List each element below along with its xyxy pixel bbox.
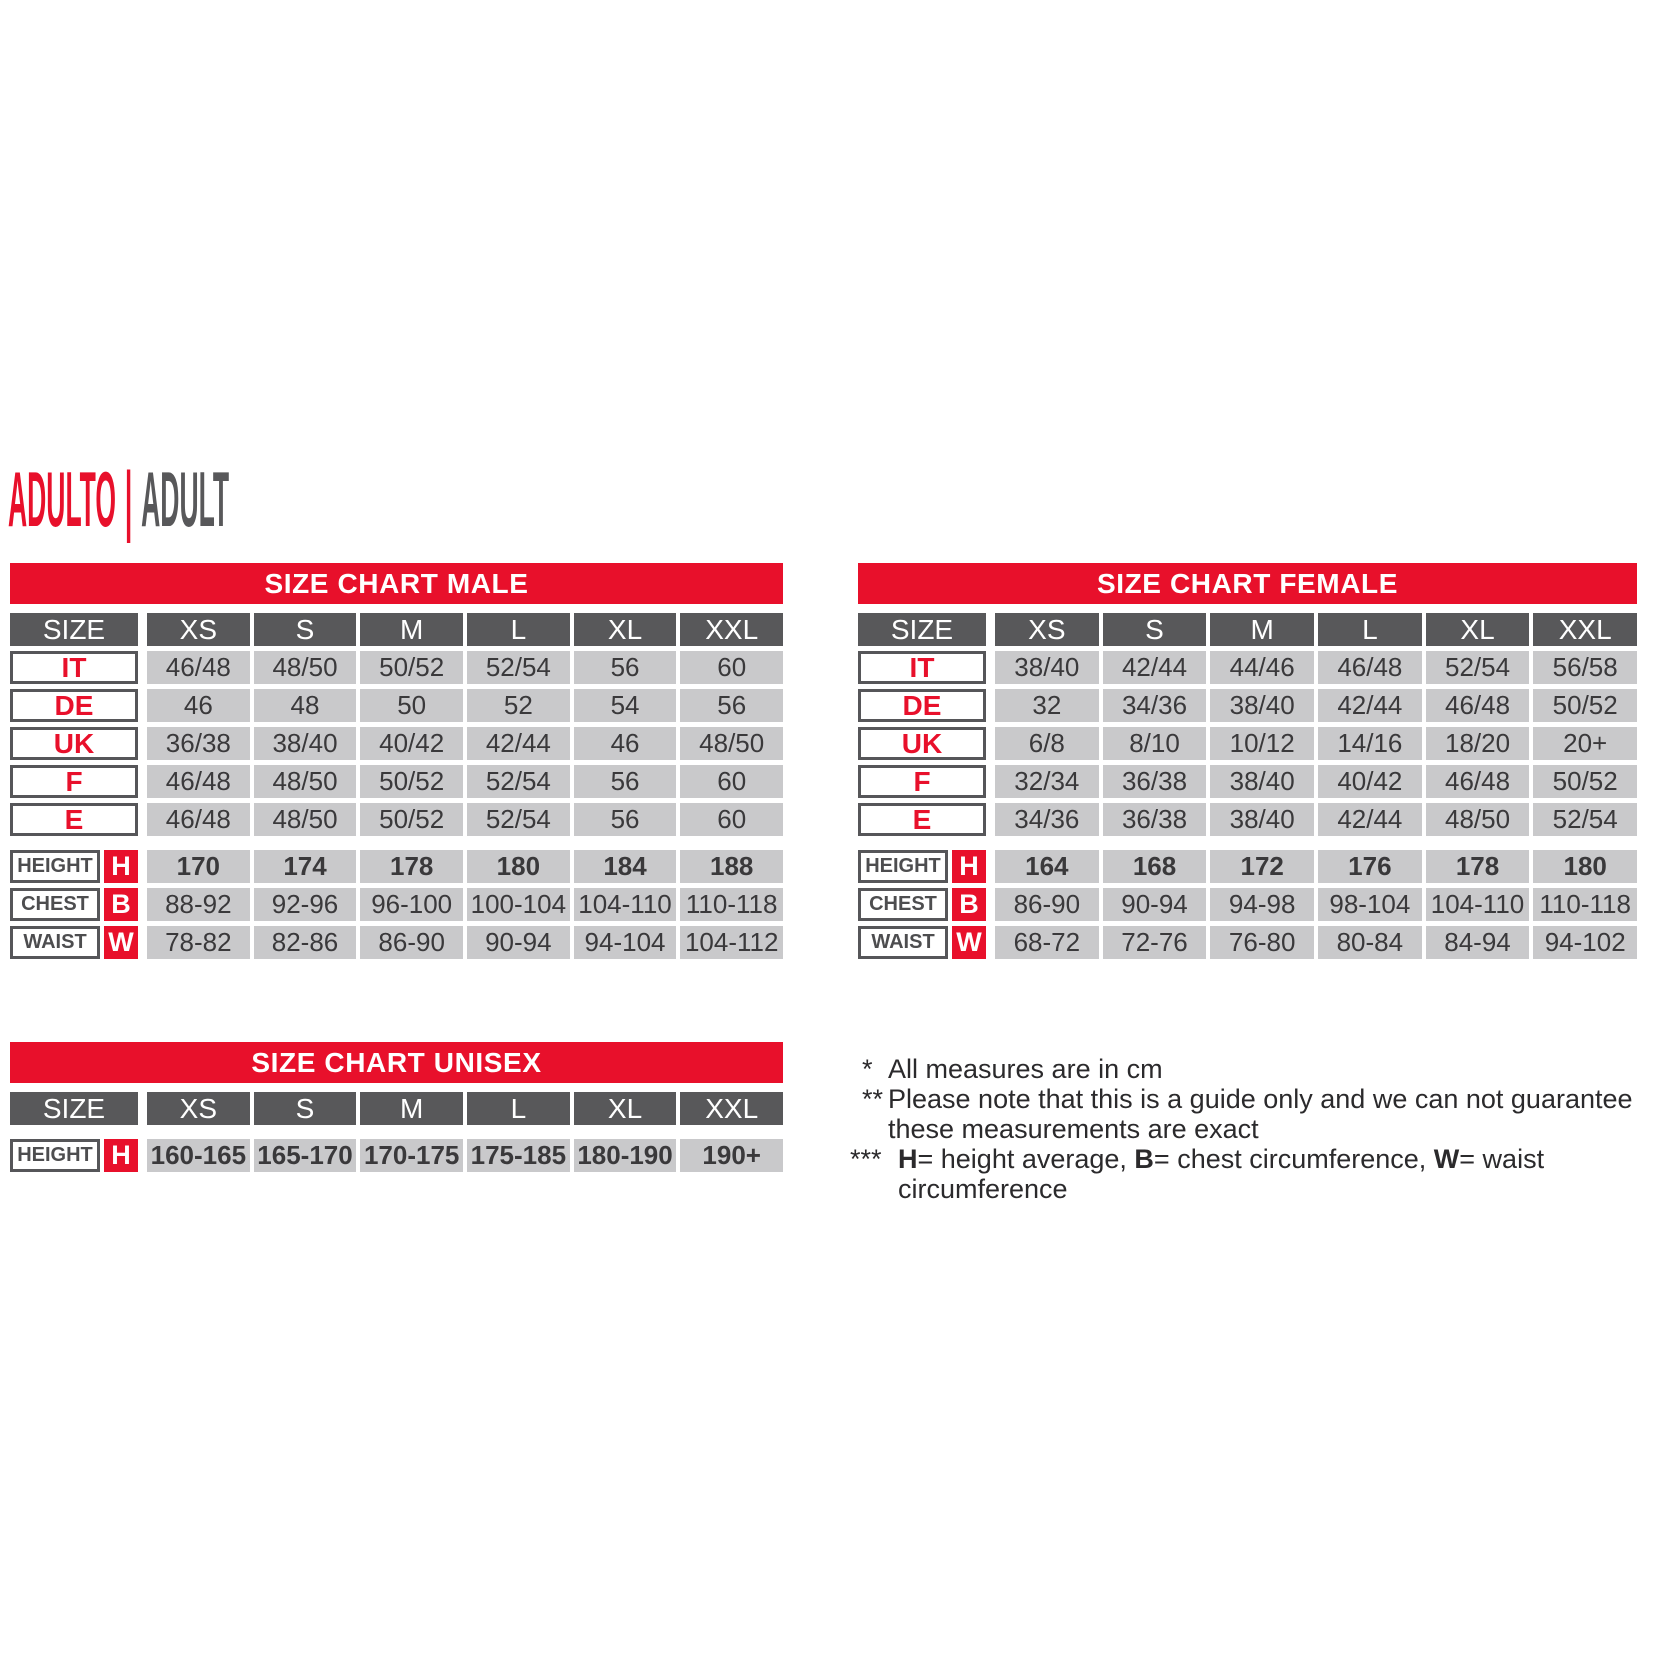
size-value-cell: 52/54 — [467, 651, 570, 684]
country-size-row — [858, 689, 1637, 722]
country-label: DE — [858, 689, 986, 722]
measure-row — [10, 1139, 783, 1172]
table-header-row — [10, 1092, 783, 1125]
size-value-cell: 8/10 — [1103, 727, 1207, 760]
footnote-text: All measures are in cm — [888, 1054, 1163, 1084]
measure-value-cell: 188 — [680, 850, 783, 883]
legend-h: H — [898, 1144, 918, 1174]
legend-b-text: = chest circumference, — [1153, 1144, 1434, 1174]
footnote-text — [898, 1144, 1654, 1204]
measure-label-group — [10, 888, 138, 921]
country-label: IT — [10, 651, 138, 684]
measure-label: WAIST — [858, 926, 948, 959]
title-separator: | — [124, 455, 133, 543]
measure-badge: H — [952, 850, 986, 883]
legend-w-text: = waist circumference — [898, 1144, 1545, 1204]
table-title-bar: SIZE CHART FEMALE — [858, 563, 1637, 604]
measure-value-cell: 78-82 — [147, 926, 250, 959]
title-adulto: ADULTO — [8, 455, 117, 543]
size-value-cell: 48/50 — [254, 765, 357, 798]
size-value-cell: 38/40 — [1210, 689, 1314, 722]
size-value-cell: 42/44 — [1103, 651, 1207, 684]
measure-row — [10, 888, 783, 921]
table-title-bar: SIZE CHART UNISEX — [10, 1042, 783, 1083]
size-chart-female-table — [858, 563, 1637, 959]
measure-value-cell: 178 — [360, 850, 463, 883]
size-value-cell: 50/52 — [1533, 689, 1637, 722]
country-size-row — [10, 765, 783, 798]
measure-label: HEIGHT — [858, 850, 948, 883]
measure-value-cell: 180 — [1533, 850, 1637, 883]
measure-row — [858, 850, 1637, 883]
country-size-row — [10, 651, 783, 684]
title-adult: ADULT — [141, 455, 230, 543]
size-header-cell: M — [360, 1092, 463, 1125]
size-value-cell: 46/48 — [1318, 651, 1422, 684]
size-value-cell: 50/52 — [360, 651, 463, 684]
size-value-cell: 50 — [360, 689, 463, 722]
size-header-cell: XS — [147, 1092, 250, 1125]
measure-value-cell: 90-94 — [467, 926, 570, 959]
measure-row — [858, 888, 1637, 921]
footnotes — [850, 1054, 1654, 1204]
size-value-cell: 32/34 — [995, 765, 1099, 798]
table-header-row — [858, 613, 1637, 646]
footnote-legend — [850, 1144, 1654, 1204]
country-size-row — [858, 803, 1637, 836]
country-size-row — [858, 727, 1637, 760]
size-value-cell: 52 — [467, 689, 570, 722]
size-value-cell: 46 — [147, 689, 250, 722]
measure-value-cell: 68-72 — [995, 926, 1099, 959]
country-size-row — [10, 689, 783, 722]
size-header-cell: XXL — [680, 613, 783, 646]
size-value-cell: 46/48 — [147, 651, 250, 684]
size-value-cell: 36/38 — [1103, 803, 1207, 836]
size-value-cell: 48/50 — [680, 727, 783, 760]
size-value-cell: 48/50 — [254, 803, 357, 836]
measure-badge: W — [952, 926, 986, 959]
country-label: E — [10, 803, 138, 836]
measure-label: HEIGHT — [10, 850, 100, 883]
size-value-cell: 40/42 — [1318, 765, 1422, 798]
size-value-cell: 42/44 — [467, 727, 570, 760]
size-value-cell: 52/54 — [467, 765, 570, 798]
measure-label-group — [10, 1139, 138, 1172]
measure-value-cell: 84-94 — [1426, 926, 1530, 959]
size-header-cell: XL — [1426, 613, 1530, 646]
size-value-cell: 38/40 — [1210, 803, 1314, 836]
measure-value-cell: 96-100 — [360, 888, 463, 921]
measure-value-cell: 82-86 — [254, 926, 357, 959]
measure-value-cell: 175-185 — [467, 1139, 570, 1172]
measure-value-cell: 180 — [467, 850, 570, 883]
measure-label-group — [10, 850, 138, 883]
size-value-cell: 56 — [680, 689, 783, 722]
size-value-cell: 48/50 — [1426, 803, 1530, 836]
legend-w: W — [1433, 1144, 1460, 1174]
measure-value-cell: 76-80 — [1210, 926, 1314, 959]
country-label: F — [858, 765, 986, 798]
measure-row — [10, 850, 783, 883]
size-header-cell: S — [1103, 613, 1207, 646]
size-value-cell: 56/58 — [1533, 651, 1637, 684]
size-column-header: SIZE — [10, 613, 138, 646]
country-size-row — [10, 727, 783, 760]
size-value-cell: 38/40 — [1210, 765, 1314, 798]
measure-value-cell: 172 — [1210, 850, 1314, 883]
measure-value-cell: 94-98 — [1210, 888, 1314, 921]
measure-value-cell: 174 — [254, 850, 357, 883]
table-title-bar: SIZE CHART MALE — [10, 563, 783, 604]
measure-value-cell: 80-84 — [1318, 926, 1422, 959]
measure-value-cell: 100-104 — [467, 888, 570, 921]
measure-value-cell: 98-104 — [1318, 888, 1422, 921]
measure-value-cell: 92-96 — [254, 888, 357, 921]
size-header-cell: L — [467, 1092, 570, 1125]
measure-value-cell: 90-94 — [1103, 888, 1207, 921]
measure-value-cell: 94-104 — [574, 926, 677, 959]
measure-value-cell: 88-92 — [147, 888, 250, 921]
size-value-cell: 56 — [574, 765, 677, 798]
measure-value-cell: 190+ — [680, 1139, 783, 1172]
measure-value-cell: 86-90 — [995, 888, 1099, 921]
size-value-cell: 46/48 — [147, 765, 250, 798]
size-value-cell: 60 — [680, 765, 783, 798]
country-label: UK — [10, 727, 138, 760]
measure-value-cell: 72-76 — [1103, 926, 1207, 959]
measure-value-cell: 184 — [574, 850, 677, 883]
size-value-cell: 48/50 — [254, 651, 357, 684]
measure-label-group — [858, 850, 986, 883]
size-value-cell: 48 — [254, 689, 357, 722]
table-header-row — [10, 613, 783, 646]
measure-badge: B — [952, 888, 986, 921]
measure-row — [858, 926, 1637, 959]
size-column-header: SIZE — [858, 613, 986, 646]
size-value-cell: 40/42 — [360, 727, 463, 760]
measure-value-cell: 168 — [1103, 850, 1207, 883]
size-value-cell: 38/40 — [995, 651, 1099, 684]
size-header-cell: M — [1210, 613, 1314, 646]
country-label: IT — [858, 651, 986, 684]
size-value-cell: 46/48 — [1426, 765, 1530, 798]
measure-label-group — [858, 888, 986, 921]
size-value-cell: 36/38 — [1103, 765, 1207, 798]
measure-label: HEIGHT — [10, 1139, 100, 1172]
footnote-marker: * — [862, 1054, 873, 1084]
country-label: E — [858, 803, 986, 836]
measure-label: CHEST — [10, 888, 100, 921]
legend-b: B — [1134, 1144, 1154, 1174]
size-value-cell: 34/36 — [1103, 689, 1207, 722]
country-label: DE — [10, 689, 138, 722]
size-value-cell: 52/54 — [1533, 803, 1637, 836]
measure-badge: H — [104, 850, 138, 883]
measure-value-cell: 104-112 — [680, 926, 783, 959]
size-value-cell: 32 — [995, 689, 1099, 722]
size-value-cell: 46/48 — [147, 803, 250, 836]
measure-value-cell: 170 — [147, 850, 250, 883]
size-value-cell: 56 — [574, 651, 677, 684]
size-value-cell: 50/52 — [1533, 765, 1637, 798]
size-value-cell: 34/36 — [995, 803, 1099, 836]
measure-label: CHEST — [858, 888, 948, 921]
measure-value-cell: 94-102 — [1533, 926, 1637, 959]
size-value-cell: 46 — [574, 727, 677, 760]
size-value-cell: 56 — [574, 803, 677, 836]
size-value-cell: 52/54 — [467, 803, 570, 836]
size-chart-male-table — [10, 563, 783, 959]
measure-value-cell: 180-190 — [574, 1139, 677, 1172]
size-value-cell: 38/40 — [254, 727, 357, 760]
footnote-marker: *** — [850, 1144, 882, 1174]
measure-value-cell: 104-110 — [1426, 888, 1530, 921]
measure-value-cell: 170-175 — [360, 1139, 463, 1172]
size-header-cell: S — [254, 1092, 357, 1125]
measure-row — [10, 926, 783, 959]
size-chart-unisex-table — [10, 1042, 783, 1172]
country-label: UK — [858, 727, 986, 760]
size-value-cell: 50/52 — [360, 765, 463, 798]
measure-value-cell: 86-90 — [360, 926, 463, 959]
size-value-cell: 46/48 — [1426, 689, 1530, 722]
size-value-cell: 50/52 — [360, 803, 463, 836]
measure-badge: H — [104, 1139, 138, 1172]
measure-label-group — [858, 926, 986, 959]
footnote-marker: ** — [862, 1084, 884, 1114]
size-value-cell: 20+ — [1533, 727, 1637, 760]
size-header-cell: L — [467, 613, 570, 646]
footnote-line: Please note that this is a guide only and we can not guarantee — [888, 1084, 1633, 1114]
footnote-guide-only — [862, 1084, 1654, 1144]
measure-badge: W — [104, 926, 138, 959]
size-header-cell: S — [254, 613, 357, 646]
size-value-cell: 14/16 — [1318, 727, 1422, 760]
country-size-row — [858, 651, 1637, 684]
measure-value-cell: 160-165 — [147, 1139, 250, 1172]
measure-value-cell: 178 — [1426, 850, 1530, 883]
size-value-cell: 6/8 — [995, 727, 1099, 760]
size-header-cell: XXL — [1533, 613, 1637, 646]
size-value-cell: 60 — [680, 651, 783, 684]
size-column-header: SIZE — [10, 1092, 138, 1125]
size-value-cell: 54 — [574, 689, 677, 722]
measure-value-cell: 164 — [995, 850, 1099, 883]
country-label: F — [10, 765, 138, 798]
size-header-cell: L — [1318, 613, 1422, 646]
country-size-row — [858, 765, 1637, 798]
size-header-cell: XXL — [680, 1092, 783, 1125]
size-value-cell: 42/44 — [1318, 803, 1422, 836]
size-value-cell: 10/12 — [1210, 727, 1314, 760]
size-value-cell: 52/54 — [1426, 651, 1530, 684]
measure-label-group — [10, 926, 138, 959]
size-header-cell: M — [360, 613, 463, 646]
footnote-measures-cm — [862, 1054, 1654, 1084]
size-value-cell: 18/20 — [1426, 727, 1530, 760]
size-value-cell: 42/44 — [1318, 689, 1422, 722]
footnote-line: these measurements are exact — [888, 1114, 1259, 1144]
size-header-cell: XL — [574, 1092, 677, 1125]
measure-value-cell: 110-118 — [1533, 888, 1637, 921]
measure-value-cell: 104-110 — [574, 888, 677, 921]
size-header-cell: XL — [574, 613, 677, 646]
size-header-cell: XS — [995, 613, 1099, 646]
measure-value-cell: 176 — [1318, 850, 1422, 883]
measure-badge: B — [104, 888, 138, 921]
country-size-row — [10, 803, 783, 836]
measure-value-cell: 165-170 — [254, 1139, 357, 1172]
size-header-cell: XS — [147, 613, 250, 646]
size-value-cell: 60 — [680, 803, 783, 836]
footnote-text — [888, 1084, 1654, 1144]
legend-h-text: = height average, — [917, 1144, 1135, 1174]
measure-value-cell: 110-118 — [680, 888, 783, 921]
size-value-cell: 36/38 — [147, 727, 250, 760]
size-value-cell: 44/46 — [1210, 651, 1314, 684]
measure-label: WAIST — [10, 926, 100, 959]
page-title — [8, 455, 230, 543]
